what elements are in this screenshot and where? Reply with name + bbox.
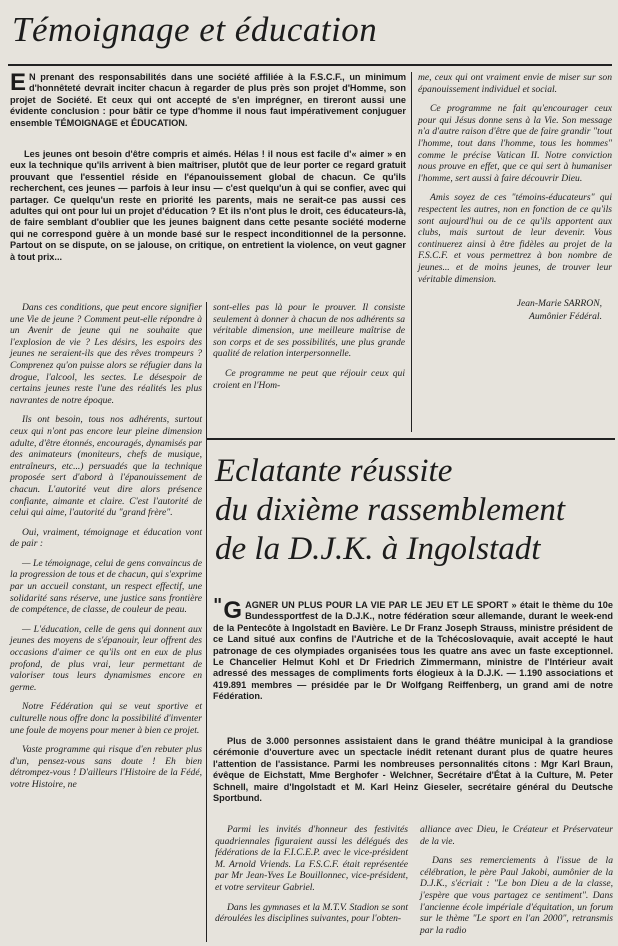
left-para: Ils ont besoin, tous nos adhérents, surtout ceux qui n'ont pas encore leur pleine dimension adulte, d'être étonnés, encouragés, dynamisés par des animateurs (moniteurs, chefs de musique, entraîneurs, etc...) persuadés que la technique proposée sert d'abord à l'épanouissement de chacun. L'autorité veut dire alors présence confiante, aimante et claire. C'est l'autorité de celui qui aime, l'autorité du "grand frère". [10, 414, 202, 519]
title-line: du dixième rassemblement [215, 492, 566, 528]
a2-right-para: alliance avec Dieu, le Créateur et Préservateur de la vie. [420, 824, 613, 847]
column-divider [206, 302, 207, 942]
mid-para: sont-elles pas là pour le prouver. Il consiste seulement à donner à chacun de nos adhérents sa véritable dimension, une meilleure maîtrise de son corps et de ses possibilités, une plus grande qualité de relation interpersonnelle. [213, 302, 405, 360]
title-line: Eclatante réussite [215, 453, 453, 489]
quote-mark: " [213, 595, 223, 616]
article2-left-column [215, 824, 408, 925]
right-para: Ce programme ne fait qu'encourager ceux pour qui Jésus donne sens à la Vie. Son message n'a d'autre raison d'être que de faire grandir "tout l'homme, tout dans l'homme, tous les hommes" comme le précise Vatican II. Notre conviction nous prouve en effet, que ce qui sert à humaniser l'homme, sert aussi à faire découvrir Dieu. [418, 103, 612, 184]
dropcap-g: G [223, 597, 243, 624]
intro-text: AGNER UN PLUS POUR LA VIE PAR LE JEU ET LE SPORT » était le thème du 10e Bundessportfest de la D.J.K., notre fédération sœur allemande, durant le week-end de la Pentecôte à Ingolstadt en Bavière. Le Dr Franz Joseph Strauss, ministre président de ce Land situé aux confins de l'Autriche et de la Tchécoslovaquie, avait accepté le haut patronage de ces olympiades organisées tous les quatre ans avec un faste exceptionnel. Le Chancelier Helmut Kohl et Dr Friedrich Zimmermann, ministre de l'Intérieur avait adressé des messages de compliments forts élogieux à la D.J.K. — 1.190 associations et 419.891 membres — présidée par le Dr Wolfgang Reiffenberg, un grand ami de notre Fédération. [213, 600, 613, 702]
article1-title: Témoignage et éducation [12, 10, 378, 49]
signature-role: Aumônier Fédéral. [528, 311, 602, 323]
a2-left-para: Dans les gymnases et la M.T.V. Stadion se sont déroulées les disciplines suivantes, pour l'obten- [215, 901, 408, 925]
article1-intro [10, 69, 406, 129]
article2-top-rule [207, 438, 615, 440]
article2-right-column [420, 824, 613, 936]
column-divider [411, 72, 412, 432]
article2-intro [213, 595, 613, 703]
title-rule [8, 64, 612, 66]
article1-mid-column [213, 302, 405, 391]
dropcap-e: E [10, 69, 27, 96]
left-para: Notre Fédération qui se veut sportive et culturelle nous offre donc la possibilité d'inventer une foule de moyens pour mener à bien ce projet. [10, 701, 202, 736]
article2-para2: Plus de 3.000 personnes assistaient dans le grand théâtre municipal à la grandiose cérémonie d'ouverture avec un spectacle inédit retenant durant plus de quatre heures l'attention de l'assistance. Parmi les nombreuses personnalités citons : Mgr Karl Braun, évêque de Eichstatt, Mme Berghofer - Welchner, Secrétaire d'État à la Culture, M. Peter Schnell, maire d'Ingolstadt et M. Karl Heinz Gieseler, secrétaire général du Deutsche Sportbund. [213, 736, 613, 804]
left-para: Vaste programme qui risque d'en rebuter plus d'un, pensez-vous sans doute ! Eh bien détrompez-vous ! D'ailleurs l'Histoire de la Fédé, votre Histoire, ne [10, 744, 202, 790]
left-para: Oui, vraiment, témoignage et éducation vont de pair : [10, 526, 202, 550]
article2-title [215, 452, 615, 569]
left-para: — L'éducation, celle de gens qui donnent aux jeunes des moyens de s'épanouir, leur offrent des occasions d'aimer ce qu'ils ont en eux de plus profond, de plus vrai, leur permettant de valoriser tous leurs dynamismes encore en germe. [10, 623, 202, 693]
title-line: de la D.J.K. à Ingolstadt [215, 531, 541, 567]
right-para: me, ceux qui ont vraiment envie de miser sur son épanouissement individuel et social. [418, 72, 612, 95]
article1-left-column [10, 302, 202, 791]
mid-para: Ce programme ne peut que réjouir ceux qui croient en l'Hom- [213, 367, 405, 391]
signature-name: Jean-Marie SARRON, [516, 298, 602, 310]
left-para: Dans ces conditions, que peut encore signifier une Vie de jeune ? Comment peut-elle répondre à un Avenir de jeune qui ne souhaite que l'explosion de vie ? Les désirs, les espoirs des jeunes ne seraient-ils que des rêves trompeurs ? Comprenez qu'on puisse alors se réfugier dans la drogue, l'alcool, les sectes. Le désespoir de certains jeunes reste l'une des réalités les plus navrantes de notre époque. [10, 302, 202, 406]
a2-right-para: Dans ses remerciements à l'issue de la célébration, le père Paul Jakobi, aumônier de la D.J.K., s'écriait : "Le bon Dieu a de la classe, j'espère que vous partagez ce sentiment". Dans l'ancienne école impériale d'équitation, un forum sur le thème "Le sport en l'an 2000", retransmis par la radio [420, 855, 613, 936]
intro-text: N prenant des responsabilités dans une société affiliée à la F.S.C.F., un minimum d'honnêteté devrait inciter chacun à regarder de plus près son projet d'Homme, son projet de Société. Et ceux qui ont accepté de s'en imprégner, en tireront aussi une évidente conclusion : pour bâtir ce type d'homme il nous faut impérativement conjuguer ensemble TÉMOIGNAGE et ÉDUCATION. [10, 72, 406, 128]
left-para: — Le témoignage, celui de gens convaincus de la progression de tous et de chacun, qui s'exprime par un accueil constant, un respect effectif, une solidarité sans réserve, une justice sans frontière de compétence, de classe, de couleur de peau. [10, 557, 202, 616]
article1-right-column [418, 72, 612, 323]
article1-para2: Les jeunes ont besoin d'être compris et aimés. Hélas ! il nous est facile d'« aimer » en eux la technique qu'ils arrivent à bien maîtriser, plutôt que de leur porter ce regard gratuit prouvant que l'essentiel réside en l'épanouissement global de chacun. Ce qu'ils recherchent, ces jeunes — parfois à leur insu — c'est quelqu'un à qui se confier, avec qui partager. Ce quelqu'un reste en priorité les parents, mais ne serait-ce pas aussi ces adultes qui ont pour lui un projet d'éducation ? Et ils n'ont plus le droit, ces éducateurs-là, de faire semblant d'oublier que les jeunes baignent dans cette pesante société moderne qui ne correspond guère à un monde basé sur le respect inconditionnel de la personne. Partout on se dispute, on se jalouse, on critique, on entretient la violence, on veut gagner à tout prix... [10, 149, 406, 262]
a2-left-para: Parmi les invités d'honneur des festivités quadriennales figuraient aussi les délégués des fédérations de la F.I.C.E.P. avec le vice-président M. Arnold Vriends. La F.S.C.F. était représentée par Mr Jean-Yves Le Bouillonnec, vice-président, et votre serviteur Gabriel. [215, 824, 408, 893]
right-para: Amis soyez de ces "témoins-éducateurs" qui respectent les autres, non en fonction de ce qu'ils sont aujourd'hui ou de ce qu'ils apportent aux clubs, mais surtout de leur devenir. Vous continuerez ainsi à être fidèles au projet de la F.S.C.F. et vous permettrez à bon nombre de jeunes... et de moins jeunes, de trouver leur véritable dimension. [418, 192, 612, 285]
